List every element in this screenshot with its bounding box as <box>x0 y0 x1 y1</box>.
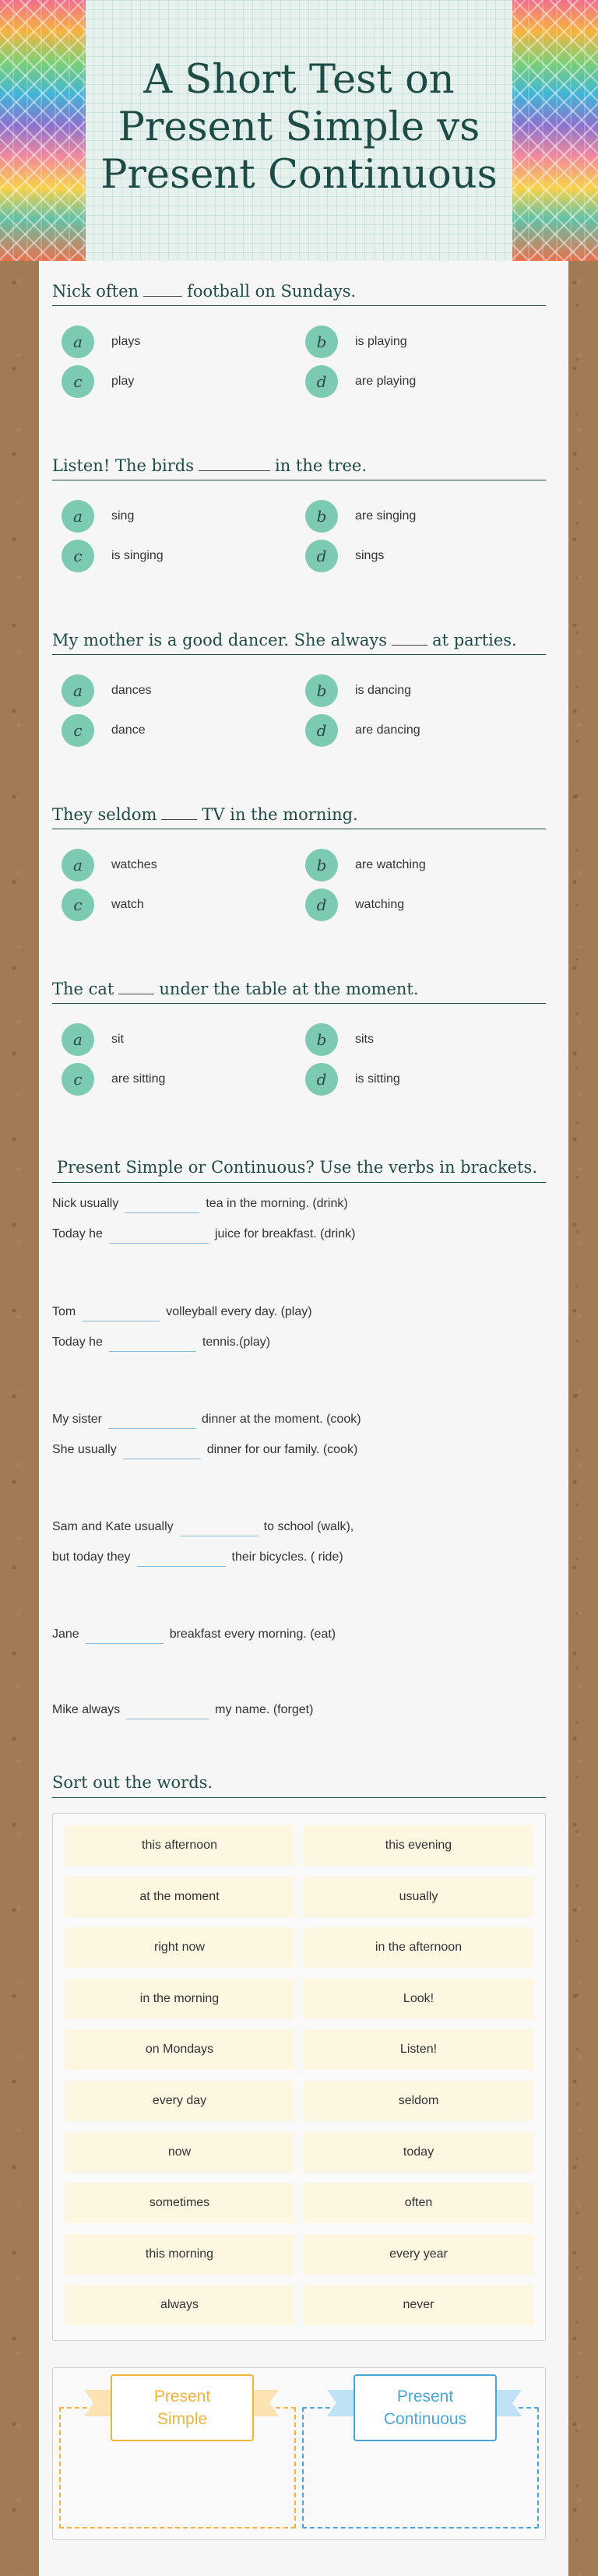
fill-input-blank[interactable] <box>109 1226 209 1244</box>
chevron-pattern-left <box>0 0 86 261</box>
option-letter-badge: d <box>305 889 338 921</box>
fill-sentence-after: their bicycles. ( ride) <box>231 1550 343 1564</box>
answer-option-a[interactable] <box>62 849 157 882</box>
fill-input-blank[interactable] <box>180 1519 258 1536</box>
question-text-after: TV in the morning. <box>202 805 358 824</box>
word-chip[interactable]: today <box>304 2132 533 2173</box>
word-chip[interactable]: in the morning <box>65 1979 294 2019</box>
category-boxes <box>52 2367 546 2540</box>
word-chip[interactable]: at the moment <box>65 1877 294 1917</box>
word-chip[interactable]: in the afternoon <box>304 1927 533 1968</box>
question-text-after: under the table at the moment. <box>159 980 419 998</box>
option-letter-badge: c <box>62 540 94 572</box>
present-simple-label <box>111 2374 254 2441</box>
word-chip[interactable]: usually <box>304 1877 533 1917</box>
question-text <box>52 977 546 1004</box>
option-label: sings <box>355 549 385 562</box>
answer-option-c[interactable] <box>62 365 134 398</box>
present-continuous-ribbon <box>327 2374 522 2432</box>
fill-sentence-before: Sam and Kate usually <box>52 1520 174 1533</box>
fill-sentence-after: my name. (forget) <box>215 1703 314 1716</box>
answer-option-c[interactable] <box>62 889 144 921</box>
word-chip[interactable]: Look! <box>304 1979 533 2019</box>
option-letter-badge: d <box>305 1063 338 1096</box>
option-letter-badge: b <box>305 1023 338 1056</box>
title-line: Present Continuous <box>100 152 498 198</box>
fill-input-blank[interactable] <box>125 1195 199 1213</box>
fill-sentence-after: dinner at the moment. (cook) <box>202 1413 361 1426</box>
answer-option-b[interactable] <box>305 674 411 707</box>
question-text-before: They seldom <box>52 805 157 824</box>
option-label: watches <box>111 858 157 871</box>
question-text <box>52 628 546 655</box>
fill-sentence-before: My sister <box>52 1413 102 1426</box>
option-label: sing <box>111 509 135 523</box>
word-chip[interactable]: Listen! <box>304 2029 533 2070</box>
fill-sentence <box>52 1701 313 1719</box>
question-text-after: football on Sundays. <box>187 282 357 301</box>
question-text-after: at parties. <box>432 631 517 649</box>
question-text-before: The cat <box>52 980 114 998</box>
answer-blank <box>161 802 197 820</box>
option-label: are watching <box>355 858 426 871</box>
fill-sentence <box>52 1625 336 1644</box>
question-text-after: in the tree. <box>275 456 367 475</box>
word-chip[interactable]: always <box>65 2285 294 2325</box>
present-simple-ribbon <box>84 2374 279 2432</box>
fill-sentence-before: Mike always <box>52 1703 121 1716</box>
word-chip[interactable]: this afternoon <box>65 1825 294 1866</box>
option-label: are singing <box>355 509 417 523</box>
option-letter-badge: c <box>62 889 94 921</box>
option-letter-badge: d <box>305 365 338 398</box>
option-label: plays <box>111 335 141 348</box>
title-line: Present Simple vs <box>118 104 480 150</box>
option-label: are playing <box>355 375 417 388</box>
page-title <box>78 56 520 199</box>
answer-blank <box>392 628 427 646</box>
fill-input-blank[interactable] <box>82 1304 160 1321</box>
word-chip[interactable]: this evening <box>304 1825 533 1866</box>
question-block <box>52 802 546 829</box>
option-letter-badge: c <box>62 714 94 747</box>
fill-sentence-after: to school (walk), <box>263 1520 354 1533</box>
fill-sentence-before: She usually <box>52 1443 117 1456</box>
answer-blank <box>143 279 182 297</box>
word-bank <box>52 1813 546 2341</box>
answer-option-c[interactable] <box>62 1063 165 1096</box>
word-chip[interactable]: sometimes <box>65 2183 294 2223</box>
fill-sentence <box>52 1548 343 1567</box>
option-label: watch <box>111 898 144 911</box>
answer-option-b[interactable] <box>305 500 416 533</box>
option-letter-badge: a <box>62 849 94 882</box>
sort-section-title-text: Sort out the words. <box>52 1773 213 1792</box>
option-letter-badge: b <box>305 849 338 882</box>
answer-option-a[interactable] <box>62 326 140 358</box>
option-letter-badge: b <box>305 674 338 707</box>
question-block <box>52 279 546 306</box>
word-chip[interactable]: every year <box>304 2234 533 2275</box>
answer-option-b[interactable] <box>305 326 407 358</box>
option-label: is dancing <box>355 684 412 697</box>
option-letter-badge: a <box>62 326 94 358</box>
answer-option-d[interactable] <box>305 1063 400 1096</box>
fill-sentence <box>52 1303 312 1321</box>
answer-option-a[interactable] <box>62 1023 124 1056</box>
question-text <box>52 802 546 829</box>
fill-sentence <box>52 1333 270 1352</box>
answer-option-d[interactable] <box>305 365 416 398</box>
answer-option-a[interactable] <box>62 500 134 533</box>
question-text-before: Listen! The birds <box>52 456 194 475</box>
word-chip[interactable]: this morning <box>65 2234 294 2275</box>
fill-sentence-before: Today he <box>52 1336 103 1349</box>
present-continuous-label <box>354 2374 497 2441</box>
answer-option-a[interactable] <box>62 674 152 707</box>
option-letter-badge: c <box>62 365 94 398</box>
fill-sentence-before: Tom <box>52 1305 76 1318</box>
option-letter-badge: c <box>62 1063 94 1096</box>
fill-section-title-text: Present Simple or Continuous? Use the verbs in brackets. <box>57 1158 537 1177</box>
option-letter-badge: a <box>62 1023 94 1056</box>
option-label: sit <box>111 1033 124 1046</box>
option-label: is singing <box>111 549 164 562</box>
answer-option-c[interactable] <box>62 714 146 747</box>
word-chip[interactable]: every day <box>65 2081 294 2121</box>
fill-input-blank[interactable] <box>108 1411 195 1429</box>
chevron-pattern-right <box>512 0 598 261</box>
word-chip[interactable]: seldom <box>304 2081 533 2121</box>
header-banner <box>0 0 598 261</box>
fill-sentence <box>52 1441 357 1459</box>
option-label: are dancing <box>355 723 420 737</box>
fill-sentence <box>52 1195 348 1213</box>
option-letter-badge: a <box>62 674 94 707</box>
answer-option-c[interactable] <box>62 540 164 572</box>
option-label: dance <box>111 723 146 737</box>
fill-input-blank[interactable] <box>86 1626 164 1644</box>
fill-input-blank[interactable] <box>137 1549 226 1567</box>
category-label-line: Simple <box>157 2410 208 2428</box>
answer-blank <box>199 453 270 471</box>
fill-sentence-after: volleyball every day. (play) <box>166 1305 312 1318</box>
answer-option-b[interactable] <box>305 849 426 882</box>
answer-option-d[interactable] <box>305 889 404 921</box>
option-label: play <box>111 375 135 388</box>
option-letter-badge: b <box>305 326 338 358</box>
answer-blank <box>118 977 154 994</box>
answer-option-b[interactable] <box>305 1023 374 1056</box>
question-block <box>52 453 546 480</box>
fill-sentence-after: tennis.(play) <box>202 1336 271 1349</box>
question-block <box>52 628 546 655</box>
fill-sentence <box>52 1410 361 1429</box>
word-chip[interactable]: now <box>65 2132 294 2173</box>
answer-option-d[interactable] <box>305 540 384 572</box>
option-label: dances <box>111 684 152 697</box>
sort-section-title <box>52 1771 546 1798</box>
word-chip[interactable]: never <box>304 2285 533 2325</box>
word-chip[interactable]: often <box>304 2183 533 2223</box>
question-block <box>52 977 546 1004</box>
fill-input-blank[interactable] <box>123 1441 201 1459</box>
fill-sentence-after: tea in the morning. (drink) <box>206 1197 348 1210</box>
option-letter-badge: b <box>305 500 338 533</box>
option-label: is playing <box>355 335 407 348</box>
fill-sentence-before: Jane <box>52 1628 79 1641</box>
fill-sentence-before: Nick usually <box>52 1197 119 1210</box>
option-letter-badge: a <box>62 500 94 533</box>
fill-sentence <box>52 1518 354 1536</box>
fill-sentence <box>52 1225 355 1244</box>
option-letter-badge: d <box>305 540 338 572</box>
fill-sentence-after: breakfast every morning. (eat) <box>169 1628 336 1641</box>
option-letter-badge: d <box>305 714 338 747</box>
option-label: sits <box>355 1033 374 1046</box>
word-chip[interactable]: right now <box>65 1927 294 1968</box>
category-label-line: Present <box>396 2388 454 2405</box>
question-text <box>52 453 546 480</box>
fill-sentence-after: juice for breakfast. (drink) <box>214 1227 356 1240</box>
category-label-line: Continuous <box>383 2410 467 2428</box>
title-line: A Short Test on <box>143 57 455 103</box>
question-text <box>52 279 546 306</box>
question-text-before: Nick often <box>52 282 139 301</box>
word-chip[interactable]: on Mondays <box>65 2029 294 2070</box>
question-text-before: My mother is a good dancer. She always <box>52 631 388 649</box>
fill-input-blank[interactable] <box>109 1334 196 1352</box>
fill-sentence-before: Today he <box>52 1227 103 1240</box>
category-label-line: Present <box>153 2388 211 2405</box>
option-label: are sitting <box>111 1072 166 1086</box>
fill-section-title <box>52 1156 546 1183</box>
fill-sentence-before: but today they <box>52 1550 131 1564</box>
option-label: watching <box>355 898 405 911</box>
fill-sentence-after: dinner for our family. (cook) <box>206 1443 358 1456</box>
option-label: is sitting <box>355 1072 400 1086</box>
answer-option-d[interactable] <box>305 714 420 747</box>
fill-input-blank[interactable] <box>126 1701 209 1719</box>
